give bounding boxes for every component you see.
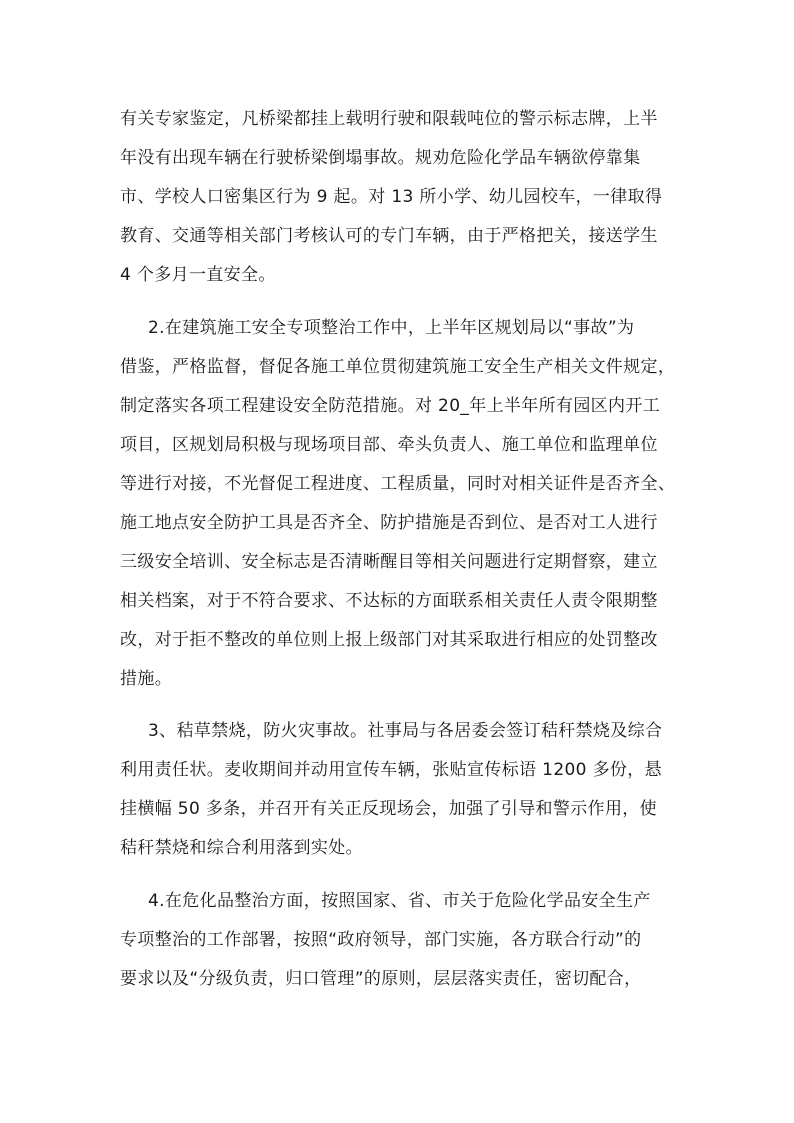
paragraph-line: 专项整治的工作部署，按照“政府领导，部门实施，各方联合行动”的: [120, 930, 642, 950]
paragraph-line: 利用责任状。麦收期间并动用宣传车辆，张贴宣传标语 1200 多份，悬: [120, 760, 662, 780]
paragraph-line: 2.在建筑施工安全专项整治工作中，上半年区规划局以“事故”为: [148, 318, 635, 338]
paragraph-line: 三级安全培训、安全标志是否清晰醒目等相关问题进行定期督察，建立: [120, 552, 658, 572]
paragraph-line: 4 个多月一直安全。: [120, 265, 276, 285]
paragraph-line: 措施。: [120, 669, 173, 689]
paragraph-line: 等进行对接，不光督促工程进度、工程质量，同时对相关证件是否齐全、: [120, 474, 676, 494]
paragraph-line: 项目，区规划局积极与现场项目部、牵头负责人、施工单位和监理单位: [120, 435, 658, 455]
paragraph-line: 挂横幅 50 多条，并召开有关正反现场会，加强了引导和警示作用，使: [120, 799, 657, 819]
paragraph-line: 改，对于拒不整改的单位则上报上级部门对其采取进行相应的处罚整改: [120, 630, 658, 650]
paragraph-line: 教育、交通等相关部门考核认可的专门车辆，由于严格把关，接送学生: [120, 226, 658, 246]
paragraph-line: 要求以及“分级负责，归口管理”的原则，层层落实责任，密切配合，: [120, 969, 642, 989]
paragraph-line: 制定落实各项工程建设安全防范措施。对 20_年上半年所有园区内开工: [120, 396, 661, 416]
paragraph-line: 4.在危化品整治方面，按照国家、省、市关于危险化学品安全生产: [148, 891, 651, 911]
paragraph-line: 有关专家鉴定，凡桥梁都挂上载明行驶和限载吨位的警示标志牌，上半: [120, 109, 658, 129]
paragraph-line: 秸秆禁烧和综合利用落到实处。: [120, 838, 363, 858]
paragraph-line: 市、学校人口密集区行为 9 起。对 13 所小学、幼儿园校车，一律取得: [120, 187, 663, 207]
paragraph-line: 施工地点安全防护工具是否齐全、防护措施是否到位、是否对工人进行: [120, 513, 658, 533]
paragraph-line: 年没有出现车辆在行驶桥梁倒塌事故。规劝危险化学品车辆欲停靠集: [120, 148, 641, 168]
paragraph-line: 相关档案，对于不符合要求、不达标的方面联系相关责任人责令限期整: [120, 591, 658, 611]
paragraph-line: 借鉴，严格监督，督促各施工单位贯彻建筑施工安全生产相关文件规定，: [120, 357, 676, 377]
paragraph-line: 3、秸草禁烧，防火灾事故。社事局与各居委会签订秸秆禁烧及综合: [148, 721, 663, 741]
